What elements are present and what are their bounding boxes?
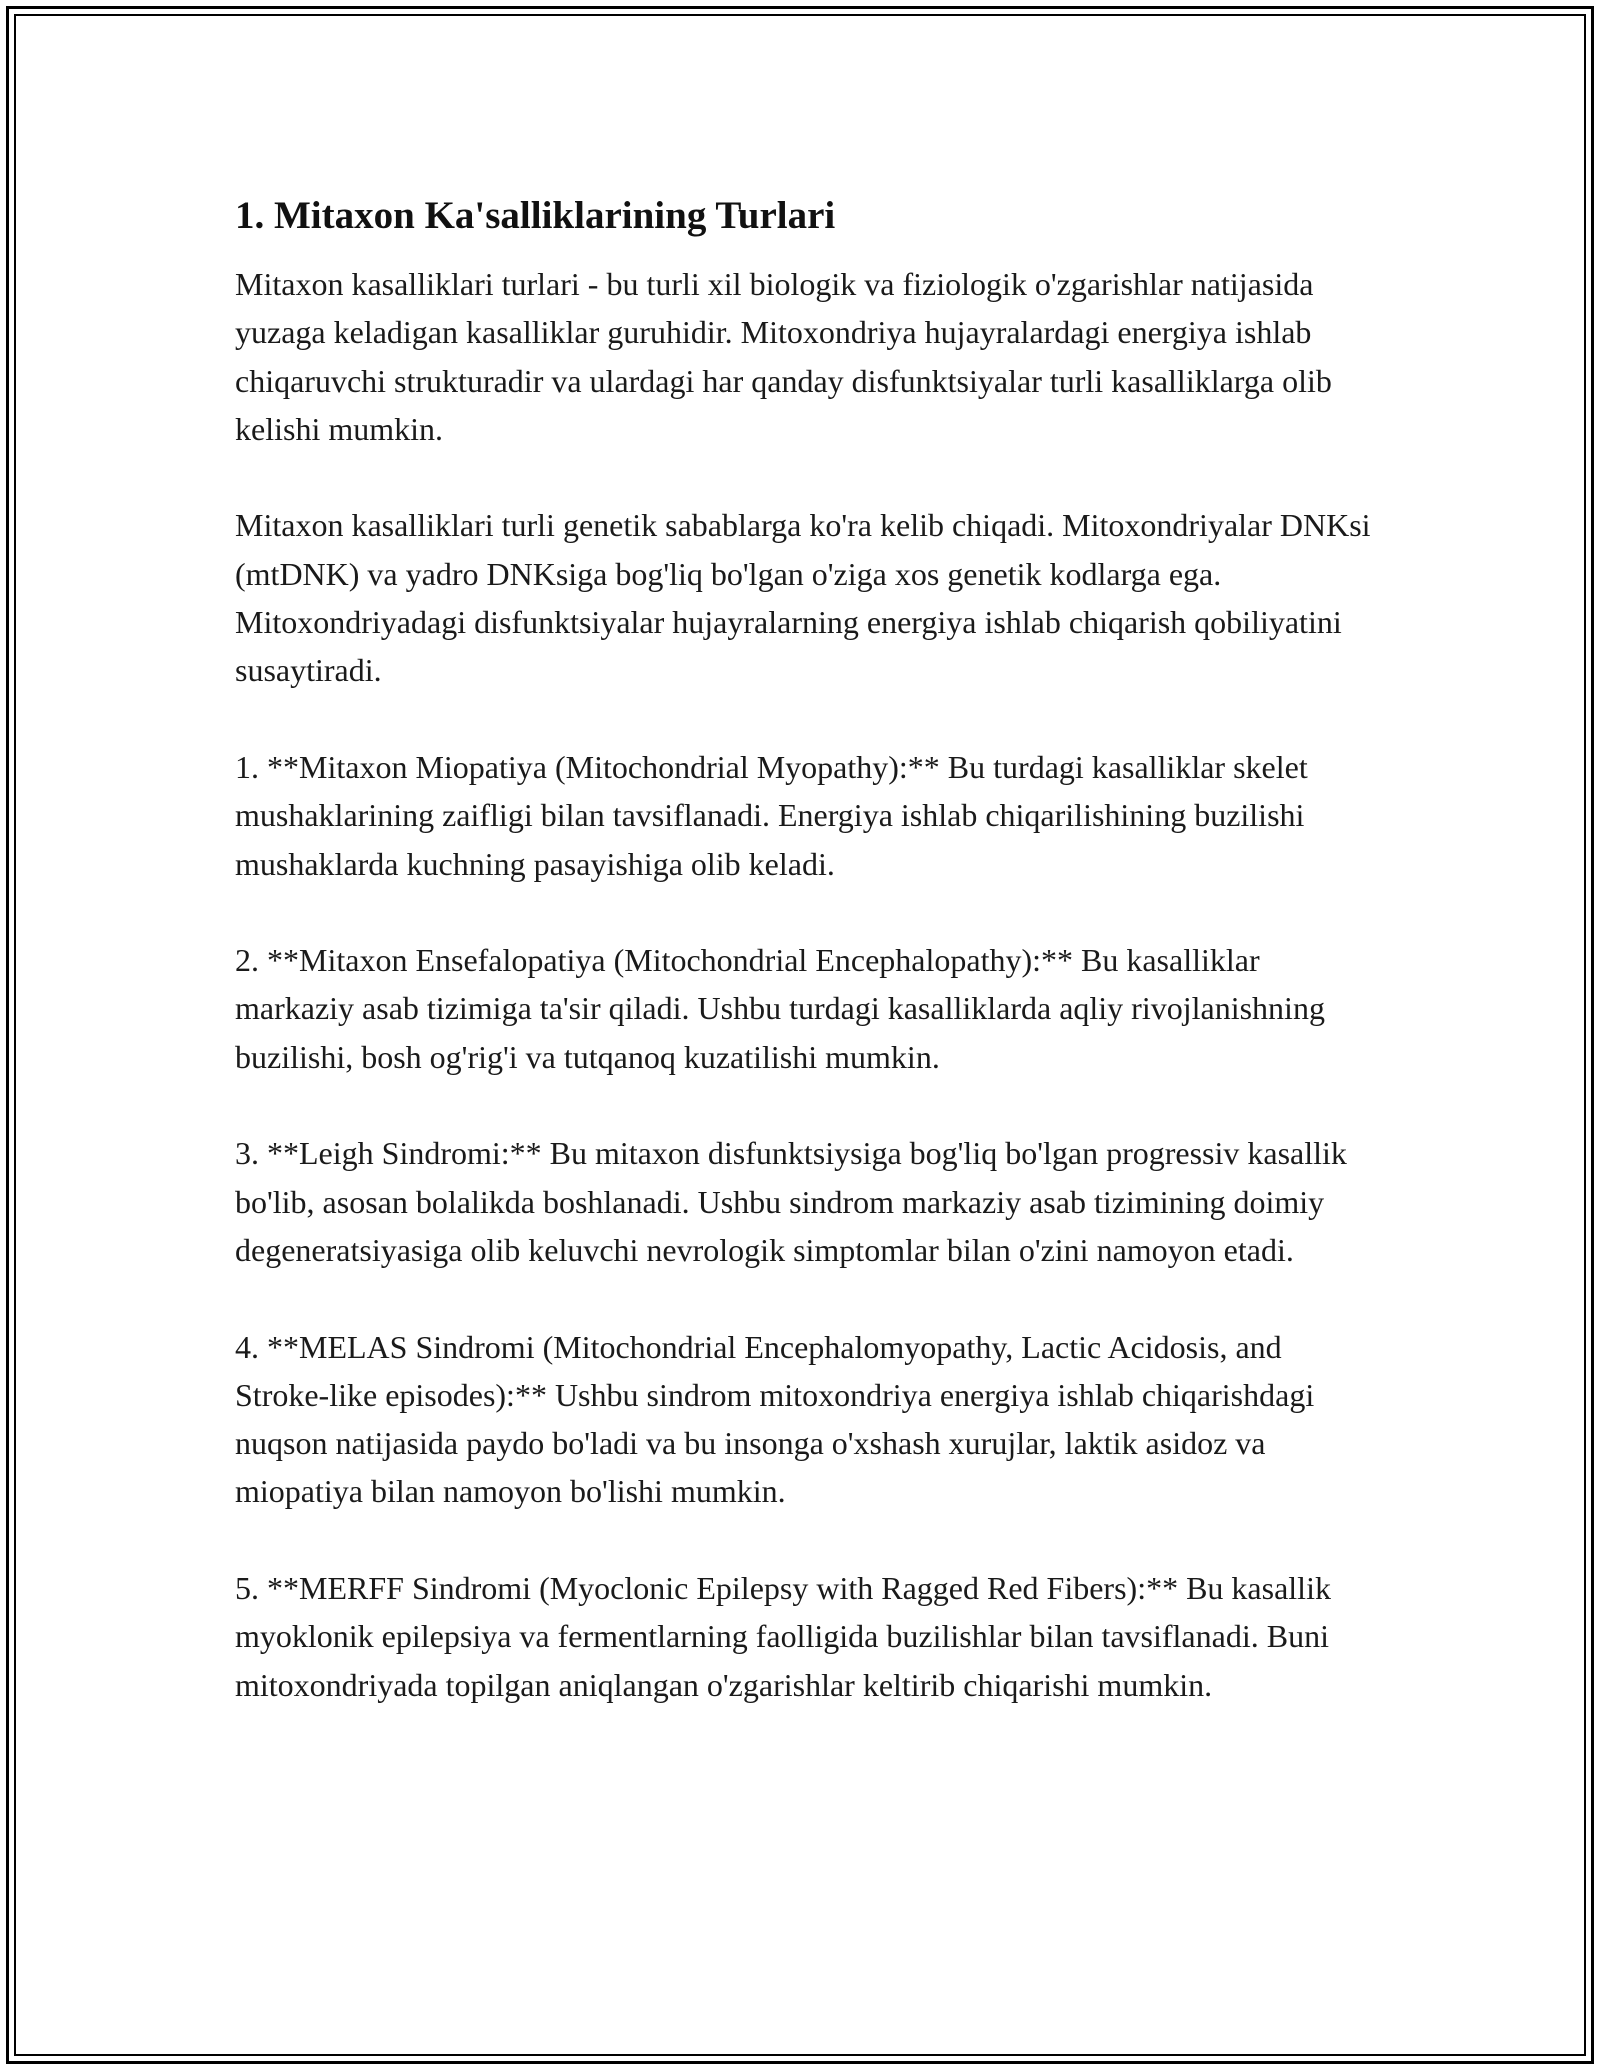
list-item-merff-syndrome: 5. **MERFF Sindromi (Myoclonic Epilepsy with Ragged Red Fibers):** Bu kasallik myoklonik epilepsiya va fermentlarning faolligida buzilishlar bilan tavsiflanadi. Buni mitoxondriyada topilgan aniqlangan o'zgarishlar keltirib chiqarishi mumkin. — [235, 1570, 1331, 1703]
list-item-myopathy: 1. **Mitaxon Miopatiya (Mitochondrial Myopathy):** Bu turdagi kasalliklar skelet mushaklarining zaifligi bilan tavsiflanadi. Energiya ishlab chiqarilishining buzilishi mushaklarda kuchning pasayishiga olib keladi. — [235, 748, 1308, 882]
section-heading: 1. Mitaxon Ka'salliklarining Turlari — [235, 194, 836, 237]
intro-paragraph: Mitaxon kasalliklari turlari - bu turli xil biologik va fiziologik o'zgarishlar natijasida yuzaga keladigan kasalliklar guruhidir. Mitoxondriya hujayralardagi energiya ishlab chiqaruvchi strukturadir va ulardagi har qanday disfunktsiyalar turli kasalliklarga olib kelishi mumkin. — [235, 266, 1332, 447]
list-item-encephalopathy: 2. **Mitaxon Ensefalopatiya (Mitochondrial Encephalopathy):** Bu kasalliklar markaziy asab tizimiga ta'sir qiladi. Ushbu turdagi kasalliklarda aqliy rivojlanishning buzilishi, bosh og'rig'i va tutqanoq kuzatilishi mumkin. — [235, 942, 1325, 1075]
list-item-melas-syndrome: 4. **MELAS Sindromi (Mitochondrial Encephalomyopathy, Lactic Acidosis, and Stroke-like episodes):** Ushbu sindrom mitoxondriya energiya ishlab chiqarishdagi nuqson natijasida paydo bo'ladi va bu insonga o'xshash xurujlar, laktik asidoz va miopatiya bilan namoyon bo'lishi mumkin. — [235, 1328, 1315, 1510]
genetics-paragraph: Mitaxon kasalliklari turli genetik sabablarga ko'ra kelib chiqadi. Mitoxondriyalar DNKsi (mtDNK) va yadro DNKsiga bog'liq bo'lgan o'ziga xos genetik kodlarga ega. Mitoxondriyadagi disfunktsiyalar hujayralarning energiya ishlab chiqarish qobiliyatini susaytiradi. — [235, 507, 1371, 689]
document-body — [235, 180, 1375, 1709]
list-item-leigh-syndrome: 3. **Leigh Sindromi:** Bu mitaxon disfunktsiysiga bog'liq bo'lgan progressiv kasallik bo'lib, asosan bolalikda boshlanadi. Ushbu sindrom markaziy asab tizimining doimiy degeneratsiyasiga olib keluvchi nevrologik simptomlar bilan o'zini namoyon etadi. — [235, 1135, 1347, 1268]
